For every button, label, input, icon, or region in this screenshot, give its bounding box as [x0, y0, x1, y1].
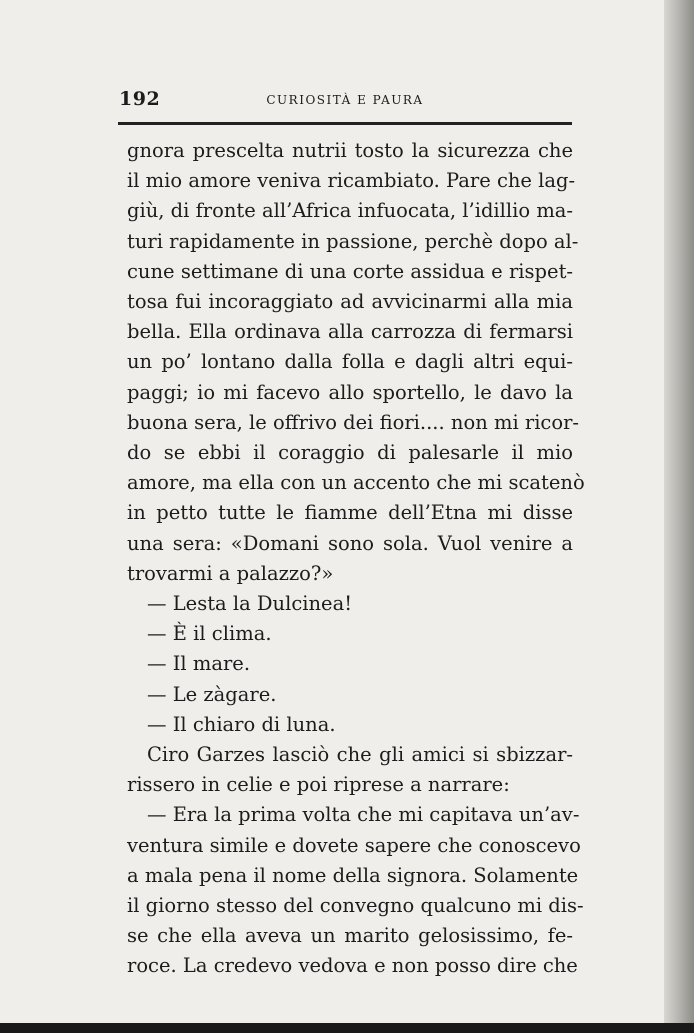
- page-number: 192: [119, 88, 161, 110]
- text-line: Ciro Garzes lasciò che gli amici si sbizzar-: [147, 743, 573, 767]
- page-edge-shadow: [664, 0, 694, 1033]
- text-line: ventura simile e dovete sapere che conoscevo: [127, 833, 581, 857]
- text-line: il giorno stesso del convegno qualcuno mi dis-: [127, 894, 584, 918]
- text-line: amore, ma ella con un accento che mi scatenò: [127, 471, 585, 495]
- text-line: in petto tutte le fiamme dell’Etna mi disse: [127, 501, 573, 525]
- text-line: tosa fui incoraggiato ad avvicinarmi alla mia: [127, 290, 573, 314]
- text-line: se che ella aveva un marito gelosissimo, fe-: [127, 924, 573, 948]
- header-rule: [118, 122, 572, 125]
- dialogue-line: — Lesta la Dulcinea!: [147, 592, 353, 616]
- text-line: roce. La credevo vedova e non posso dire che: [127, 954, 578, 978]
- running-title: CURIOSITÀ E PAURA: [266, 93, 424, 107]
- dialogue-line: — È il clima.: [147, 622, 272, 646]
- text-line: turi rapidamente in passione, perchè dopo al-: [127, 229, 579, 253]
- text-line: trovarmi a palazzo?»: [127, 561, 334, 585]
- text-line: do se ebbi il coraggio di palesarle il mio: [127, 441, 573, 465]
- dialogue-line: — Le zàgare.: [147, 682, 277, 706]
- text-line: a mala pena il nome della signora. Solamente: [127, 863, 579, 887]
- text-line: una sera: «Domani sono sola. Vuol venire a: [127, 531, 573, 555]
- text-line: paggi; io mi facevo allo sportello, le davo la: [127, 380, 573, 404]
- dialogue-line: — Era la prima volta che mi capitava un’av-: [147, 803, 580, 827]
- text-line: cune settimane di una corte assidua e rispet-: [127, 259, 573, 283]
- text-line: buona sera, le offrivo dei fiori.... non mi ricor-: [127, 410, 580, 434]
- text-line: il mio amore veniva ricambiato. Pare che lag-: [127, 169, 576, 193]
- dialogue-line: — Il mare.: [147, 652, 251, 676]
- page-header: [119, 88, 571, 112]
- body-text: [127, 136, 585, 982]
- scan-bottom-border: [0, 1023, 694, 1033]
- text-line: un po’ lontano dalla folla e dagli altri equi-: [127, 350, 573, 374]
- text-line: giù, di fronte all’Africa infuocata, l’idillio ma-: [127, 199, 574, 223]
- text-line: rissero in celie e poi riprese a narrare:: [127, 773, 510, 797]
- text-line: bella. Ella ordinava alla carrozza di fermarsi: [127, 320, 573, 344]
- dialogue-line: — Il chiaro di luna.: [147, 712, 336, 736]
- text-line: gnora prescelta nutrii tosto la sicurezza che: [127, 139, 573, 162]
